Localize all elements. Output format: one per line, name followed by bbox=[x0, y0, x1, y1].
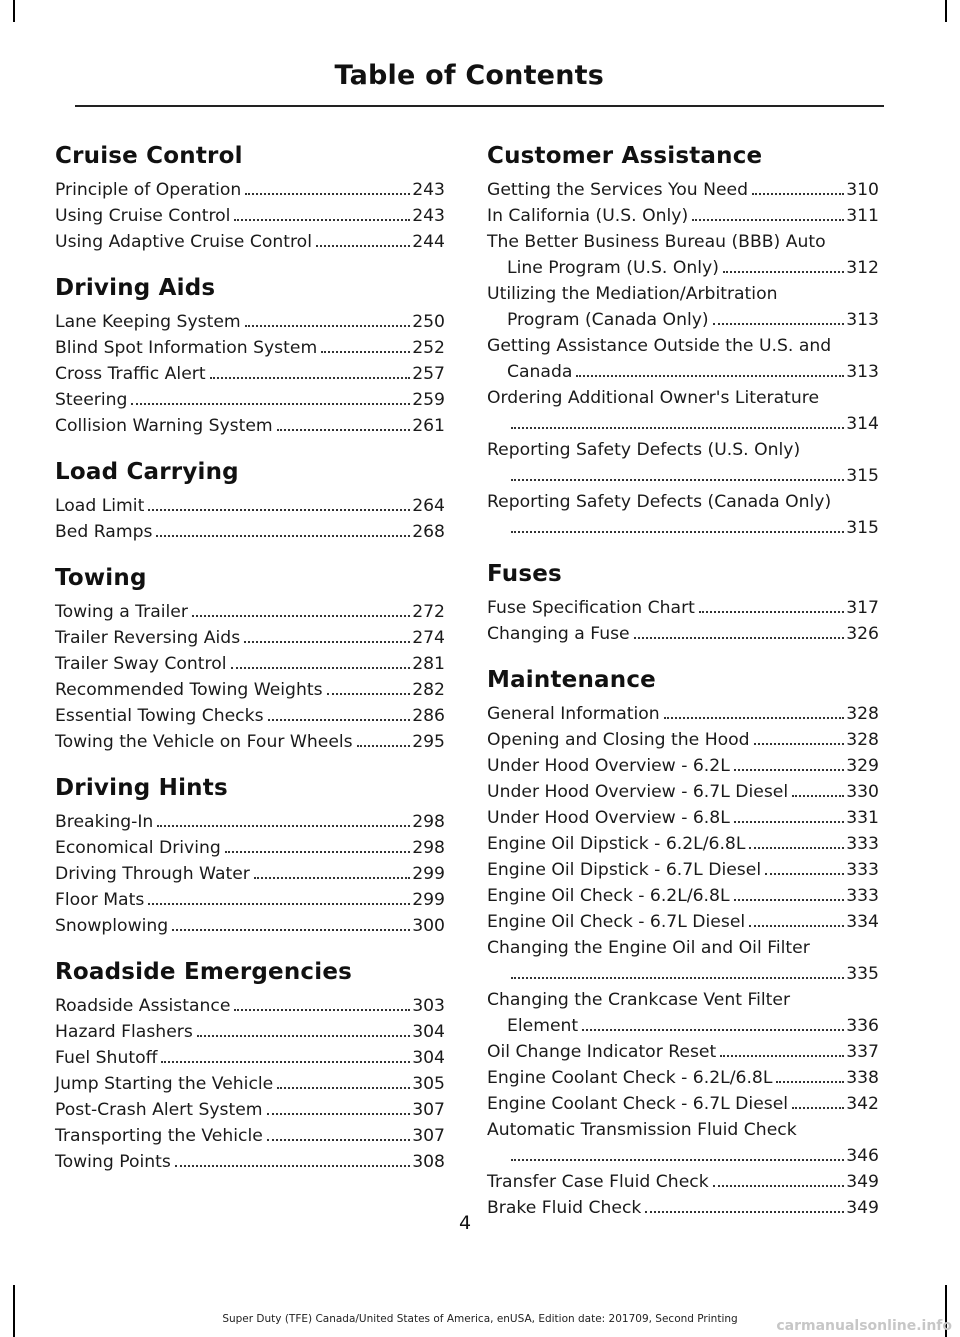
toc-entry[interactable] bbox=[487, 281, 879, 333]
toc-entry[interactable] bbox=[55, 651, 445, 677]
dot-leader bbox=[277, 1087, 410, 1089]
toc-entry-page-number: 314 bbox=[846, 414, 879, 434]
toc-entry-page-number: 250 bbox=[412, 312, 445, 332]
dot-leader bbox=[734, 769, 844, 771]
dot-leader bbox=[664, 717, 844, 719]
section-heading: Roadside Emergencies bbox=[55, 959, 353, 985]
dot-leader bbox=[231, 667, 411, 669]
toc-entry-title: Transfer Case Fluid Check bbox=[487, 1172, 709, 1192]
toc-left-column bbox=[55, 143, 445, 1195]
dot-leader bbox=[511, 479, 844, 481]
toc-entry[interactable] bbox=[55, 229, 445, 255]
toc-entry-page-number: 328 bbox=[846, 704, 879, 724]
toc-entry-title: Automatic Transmission Fluid Check bbox=[487, 1120, 797, 1140]
toc-entry[interactable] bbox=[487, 909, 879, 935]
toc-entry[interactable] bbox=[487, 621, 879, 647]
toc-entry-page-number: 333 bbox=[846, 834, 879, 854]
toc-entry-page-number: 328 bbox=[846, 730, 879, 750]
toc-entry-page-number: 317 bbox=[846, 598, 879, 618]
dot-leader bbox=[582, 1029, 844, 1031]
dot-leader bbox=[277, 429, 411, 431]
toc-entry-title: Snowplowing bbox=[55, 916, 169, 936]
toc-entry-title: Reporting Safety Defects (Canada Only) bbox=[487, 492, 832, 512]
toc-section-fuses bbox=[487, 561, 879, 647]
toc-entry-title: Breaking-In bbox=[55, 812, 154, 832]
dot-leader bbox=[699, 611, 844, 613]
toc-entry[interactable] bbox=[487, 857, 879, 883]
toc-entry-title: Under Hood Overview - 6.8L bbox=[487, 808, 730, 828]
toc-entry[interactable] bbox=[487, 753, 879, 779]
dot-leader bbox=[161, 1061, 410, 1063]
toc-entry[interactable] bbox=[487, 489, 879, 541]
toc-entry[interactable] bbox=[487, 385, 879, 437]
toc-entry[interactable] bbox=[55, 1019, 445, 1045]
dot-leader bbox=[327, 693, 411, 695]
toc-entry-title: Transporting the Vehicle bbox=[55, 1126, 263, 1146]
toc-entry-page-number: 310 bbox=[846, 180, 879, 200]
toc-entry-page-number: 342 bbox=[846, 1094, 879, 1114]
toc-entry-page-number: 346 bbox=[846, 1146, 879, 1166]
toc-entry[interactable] bbox=[55, 309, 445, 335]
toc-entry-page-number: 281 bbox=[412, 654, 445, 674]
dot-leader bbox=[792, 1107, 844, 1109]
toc-entry-page-number: 333 bbox=[846, 860, 879, 880]
toc-entry[interactable] bbox=[487, 177, 879, 203]
watermark: carmanualsonline.info bbox=[776, 1318, 952, 1334]
page-title: Table of Contents bbox=[334, 60, 604, 91]
dot-leader bbox=[148, 509, 410, 511]
section-heading: Maintenance bbox=[487, 667, 656, 693]
toc-entry-title: Fuse Specification Chart bbox=[487, 598, 695, 618]
toc-entry-title: The Better Business Bureau (BBB) Auto bbox=[487, 232, 826, 252]
toc-entry-title: Changing a Fuse bbox=[487, 624, 630, 644]
dot-leader bbox=[316, 245, 410, 247]
toc-entry-title: Essential Towing Checks bbox=[55, 706, 264, 726]
section-heading: Driving Aids bbox=[55, 275, 216, 301]
toc-entry-title: Reporting Safety Defects (U.S. Only) bbox=[487, 440, 801, 460]
toc-entry[interactable] bbox=[487, 1117, 879, 1169]
toc-entry-title: Utilizing the Mediation/Arbitration bbox=[487, 284, 778, 304]
dot-leader bbox=[210, 377, 411, 379]
toc-entry[interactable] bbox=[55, 361, 445, 387]
toc-entry-page-number: 243 bbox=[412, 206, 445, 226]
toc-entry[interactable] bbox=[487, 1169, 879, 1195]
toc-entry[interactable] bbox=[487, 805, 879, 831]
toc-entry[interactable] bbox=[55, 1123, 445, 1149]
dot-leader bbox=[156, 535, 410, 537]
toc-entry-page-number: 315 bbox=[846, 466, 879, 486]
toc-entry-page-number: 257 bbox=[412, 364, 445, 384]
title-divider bbox=[75, 105, 884, 107]
toc-entry-page-number: 335 bbox=[846, 964, 879, 984]
toc-entry-page-number: 286 bbox=[412, 706, 445, 726]
page-number: 4 bbox=[458, 1212, 472, 1234]
toc-entry[interactable] bbox=[487, 701, 879, 727]
crop-mark-top-right bbox=[945, 0, 947, 22]
toc-entry-page-number: 300 bbox=[412, 916, 445, 936]
dot-leader bbox=[172, 929, 410, 931]
toc-entry[interactable] bbox=[487, 333, 879, 385]
section-heading: Driving Hints bbox=[55, 775, 228, 801]
toc-entry[interactable] bbox=[487, 1039, 879, 1065]
dot-leader bbox=[321, 351, 410, 353]
toc-section-cruise-control bbox=[55, 143, 445, 255]
toc-entry-title: Engine Oil Dipstick - 6.2L/6.8L bbox=[487, 834, 746, 854]
toc-entry[interactable] bbox=[487, 203, 879, 229]
toc-entry-title: Under Hood Overview - 6.2L bbox=[487, 756, 730, 776]
toc-entry-page-number: 244 bbox=[412, 232, 445, 252]
toc-entry-page-number: 349 bbox=[846, 1172, 879, 1192]
toc-entry[interactable] bbox=[487, 229, 879, 281]
toc-entry-page-number: 243 bbox=[412, 180, 445, 200]
toc-entry[interactable] bbox=[487, 831, 879, 857]
toc-entry-title: Ordering Additional Owner's Literature bbox=[487, 388, 820, 408]
dot-leader bbox=[692, 219, 844, 221]
toc-entry-title: Engine Coolant Check - 6.7L Diesel bbox=[487, 1094, 789, 1114]
toc-entry[interactable] bbox=[55, 599, 445, 625]
section-heading: Customer Assistance bbox=[487, 143, 763, 169]
footer-edition-info: Super Duty (TFE) Canada/United States of America, enUSA, Edition date: 201709, Second Printing bbox=[222, 1313, 738, 1325]
dot-leader bbox=[175, 1165, 410, 1167]
toc-entry-title: In California (U.S. Only) bbox=[487, 206, 689, 226]
toc-entry-title-continued: Element bbox=[507, 1016, 579, 1036]
dot-leader bbox=[576, 375, 844, 377]
toc-entry-page-number: 252 bbox=[412, 338, 445, 358]
toc-entry[interactable] bbox=[55, 703, 445, 729]
toc-entry-title: General Information bbox=[487, 704, 660, 724]
toc-entry-title: Engine Oil Check - 6.2L/6.8L bbox=[487, 886, 730, 906]
toc-entry-title: Getting the Services You Need bbox=[487, 180, 749, 200]
toc-entry[interactable] bbox=[55, 1071, 445, 1097]
dot-leader bbox=[234, 1009, 410, 1011]
toc-entry-title: Recommended Towing Weights bbox=[55, 680, 323, 700]
toc-entry-title-continued: Canada bbox=[507, 362, 573, 382]
toc-entry[interactable] bbox=[55, 625, 445, 651]
dot-leader bbox=[268, 719, 411, 721]
crop-mark-bottom-left bbox=[13, 1285, 15, 1337]
toc-entry-page-number: 304 bbox=[412, 1022, 445, 1042]
dot-leader bbox=[245, 325, 411, 327]
toc-entry-title: Changing the Engine Oil and Oil Filter bbox=[487, 938, 810, 958]
toc-entry-title: Towing Points bbox=[55, 1152, 171, 1172]
toc-entry-title: Oil Change Indicator Reset bbox=[487, 1042, 717, 1062]
toc-entry-title: Steering bbox=[55, 390, 128, 410]
toc-entry-title: Changing the Crankcase Vent Filter bbox=[487, 990, 791, 1010]
toc-entry-title: Economical Driving bbox=[55, 838, 221, 858]
dot-leader bbox=[157, 825, 410, 827]
toc-entry-page-number: 272 bbox=[412, 602, 445, 622]
toc-entry-title: Floor Mats bbox=[55, 890, 145, 910]
toc-entry[interactable] bbox=[487, 727, 879, 753]
toc-entry-page-number: 259 bbox=[412, 390, 445, 410]
toc-entry-title: Hazard Flashers bbox=[55, 1022, 193, 1042]
toc-section-driving-aids bbox=[55, 275, 445, 439]
dot-leader bbox=[511, 531, 844, 533]
toc-entry-title: Towing the Vehicle on Four Wheels bbox=[55, 732, 353, 752]
dot-leader bbox=[511, 977, 844, 979]
toc-entry-title: Jump Starting the Vehicle bbox=[55, 1074, 274, 1094]
toc-entry[interactable] bbox=[55, 913, 445, 939]
toc-entry[interactable] bbox=[55, 493, 445, 519]
toc-entry-page-number: 330 bbox=[846, 782, 879, 802]
toc-entry-title: Engine Coolant Check - 6.2L/6.8L bbox=[487, 1068, 773, 1088]
toc-entry[interactable] bbox=[55, 1045, 445, 1071]
toc-entry[interactable] bbox=[55, 387, 445, 413]
toc-entry[interactable] bbox=[55, 809, 445, 835]
section-heading: Towing bbox=[55, 565, 147, 591]
toc-entry-title-continued: Line Program (U.S. Only) bbox=[507, 258, 719, 278]
toc-entry-title: Engine Oil Check - 6.7L Diesel bbox=[487, 912, 746, 932]
toc-entry-title-continued: Program (Canada Only) bbox=[507, 310, 709, 330]
toc-entry[interactable] bbox=[55, 1097, 445, 1123]
toc-entry[interactable] bbox=[487, 779, 879, 805]
dot-leader bbox=[245, 193, 410, 195]
toc-entry-page-number: 315 bbox=[846, 518, 879, 538]
toc-entry-page-number: 313 bbox=[846, 362, 879, 382]
toc-entry[interactable] bbox=[55, 677, 445, 703]
toc-entry-title: Load Limit bbox=[55, 496, 145, 516]
toc-entry-page-number: 336 bbox=[846, 1016, 879, 1036]
dot-leader bbox=[192, 615, 410, 617]
toc-entry-page-number: 313 bbox=[846, 310, 879, 330]
dot-leader bbox=[734, 821, 844, 823]
dot-leader bbox=[234, 219, 410, 221]
toc-entry-page-number: 312 bbox=[846, 258, 879, 278]
dot-leader bbox=[723, 271, 844, 273]
toc-entry-title: Principle of Operation bbox=[55, 180, 242, 200]
toc-entry[interactable] bbox=[55, 887, 445, 913]
toc-entry-title: Bed Ramps bbox=[55, 522, 153, 542]
toc-entry-page-number: 311 bbox=[846, 206, 879, 226]
toc-entry-title: Roadside Assistance bbox=[55, 996, 231, 1016]
toc-entry-title: Trailer Reversing Aids bbox=[55, 628, 241, 648]
toc-entry-page-number: 264 bbox=[412, 496, 445, 516]
toc-entry-page-number: 304 bbox=[412, 1048, 445, 1068]
dot-leader bbox=[752, 193, 844, 195]
dot-leader bbox=[197, 1035, 410, 1037]
toc-entry[interactable] bbox=[487, 987, 879, 1039]
toc-entry-title: Cross Traffic Alert bbox=[55, 364, 206, 384]
toc-entry[interactable] bbox=[55, 203, 445, 229]
toc-entry[interactable] bbox=[487, 935, 879, 987]
toc-entry-title: Lane Keeping System bbox=[55, 312, 241, 332]
dot-leader bbox=[267, 1113, 411, 1115]
toc-entry-page-number: 308 bbox=[412, 1152, 445, 1172]
toc-entry-title: Under Hood Overview - 6.7L Diesel bbox=[487, 782, 789, 802]
dot-leader bbox=[357, 745, 411, 747]
toc-entry[interactable] bbox=[55, 413, 445, 439]
toc-entry[interactable] bbox=[487, 1065, 879, 1091]
toc-entry-page-number: 303 bbox=[412, 996, 445, 1016]
dot-leader bbox=[511, 1159, 844, 1161]
toc-entry-title: Trailer Sway Control bbox=[55, 654, 227, 674]
toc-entry-page-number: 295 bbox=[412, 732, 445, 752]
toc-entry-page-number: 305 bbox=[412, 1074, 445, 1094]
dot-leader bbox=[244, 641, 410, 643]
toc-entry-title: Fuel Shutoff bbox=[55, 1048, 158, 1068]
toc-section-maintenance bbox=[487, 667, 879, 1221]
toc-entry-title: Post-Crash Alert System bbox=[55, 1100, 263, 1120]
toc-entry[interactable] bbox=[487, 1091, 879, 1117]
dot-leader bbox=[765, 873, 844, 875]
toc-entry[interactable] bbox=[487, 595, 879, 621]
toc-entry-page-number: 307 bbox=[412, 1126, 445, 1146]
dot-leader bbox=[749, 925, 844, 927]
toc-entry-title: Engine Oil Dipstick - 6.7L Diesel bbox=[487, 860, 762, 880]
toc-section-towing bbox=[55, 565, 445, 755]
toc-entry-page-number: 331 bbox=[846, 808, 879, 828]
toc-entry[interactable] bbox=[55, 177, 445, 203]
dot-leader bbox=[225, 851, 410, 853]
dot-leader bbox=[511, 427, 844, 429]
toc-entry-page-number: 307 bbox=[412, 1100, 445, 1120]
toc-entry-page-number: 299 bbox=[412, 890, 445, 910]
toc-entry-title: Brake Fluid Check bbox=[487, 1198, 642, 1218]
toc-entry[interactable] bbox=[55, 835, 445, 861]
toc-entry-page-number: 349 bbox=[846, 1198, 879, 1218]
toc-entry[interactable] bbox=[55, 1149, 445, 1175]
section-heading: Cruise Control bbox=[55, 143, 243, 169]
toc-entry-page-number: 261 bbox=[412, 416, 445, 436]
toc-section-driving-hints bbox=[55, 775, 445, 939]
toc-entry-title: Driving Through Water bbox=[55, 864, 250, 884]
dot-leader bbox=[776, 1081, 844, 1083]
dot-leader bbox=[792, 795, 844, 797]
dot-leader bbox=[254, 877, 410, 879]
toc-entry-page-number: 298 bbox=[412, 812, 445, 832]
dot-leader bbox=[754, 743, 845, 745]
section-heading: Fuses bbox=[487, 561, 562, 587]
toc-entry-title: Getting Assistance Outside the U.S. and bbox=[487, 336, 832, 356]
toc-entry-title: Using Cruise Control bbox=[55, 206, 231, 226]
toc-entry-page-number: 268 bbox=[412, 522, 445, 542]
section-heading: Load Carrying bbox=[55, 459, 239, 485]
toc-entry-page-number: 338 bbox=[846, 1068, 879, 1088]
toc-entry-page-number: 282 bbox=[412, 680, 445, 700]
toc-entry[interactable] bbox=[55, 519, 445, 545]
toc-entry-page-number: 274 bbox=[412, 628, 445, 648]
dot-leader bbox=[713, 323, 845, 325]
toc-entry-page-number: 298 bbox=[412, 838, 445, 858]
toc-entry[interactable] bbox=[487, 437, 879, 489]
toc-entry-page-number: 329 bbox=[846, 756, 879, 776]
toc-section-customer-assistance bbox=[487, 143, 879, 541]
toc-entry-title: Towing a Trailer bbox=[55, 602, 188, 622]
toc-section-roadside-emergencies bbox=[55, 959, 445, 1175]
toc-entry-page-number: 299 bbox=[412, 864, 445, 884]
dot-leader bbox=[148, 903, 410, 905]
dot-leader bbox=[634, 637, 845, 639]
dot-leader bbox=[713, 1185, 845, 1187]
toc-right-column bbox=[487, 143, 879, 1241]
toc-entry-title: Blind Spot Information System bbox=[55, 338, 318, 358]
dot-leader bbox=[749, 847, 844, 849]
toc-entry-page-number: 333 bbox=[846, 886, 879, 906]
toc-entry[interactable] bbox=[55, 861, 445, 887]
toc-entry[interactable] bbox=[55, 993, 445, 1019]
toc-entry[interactable] bbox=[487, 883, 879, 909]
toc-entry[interactable] bbox=[55, 335, 445, 361]
toc-entry-title: Collision Warning System bbox=[55, 416, 273, 436]
toc-entry-page-number: 337 bbox=[846, 1042, 879, 1062]
toc-section-load-carrying bbox=[55, 459, 445, 545]
toc-entry-page-number: 326 bbox=[846, 624, 879, 644]
toc-entry-page-number: 334 bbox=[846, 912, 879, 932]
toc-entry-title: Using Adaptive Cruise Control bbox=[55, 232, 312, 252]
crop-mark-top-left bbox=[13, 0, 15, 22]
dot-leader bbox=[131, 403, 410, 405]
dot-leader bbox=[267, 1139, 410, 1141]
toc-entry-title: Opening and Closing the Hood bbox=[487, 730, 750, 750]
dot-leader bbox=[720, 1055, 844, 1057]
dot-leader bbox=[734, 899, 845, 901]
toc-entry[interactable] bbox=[55, 729, 445, 755]
